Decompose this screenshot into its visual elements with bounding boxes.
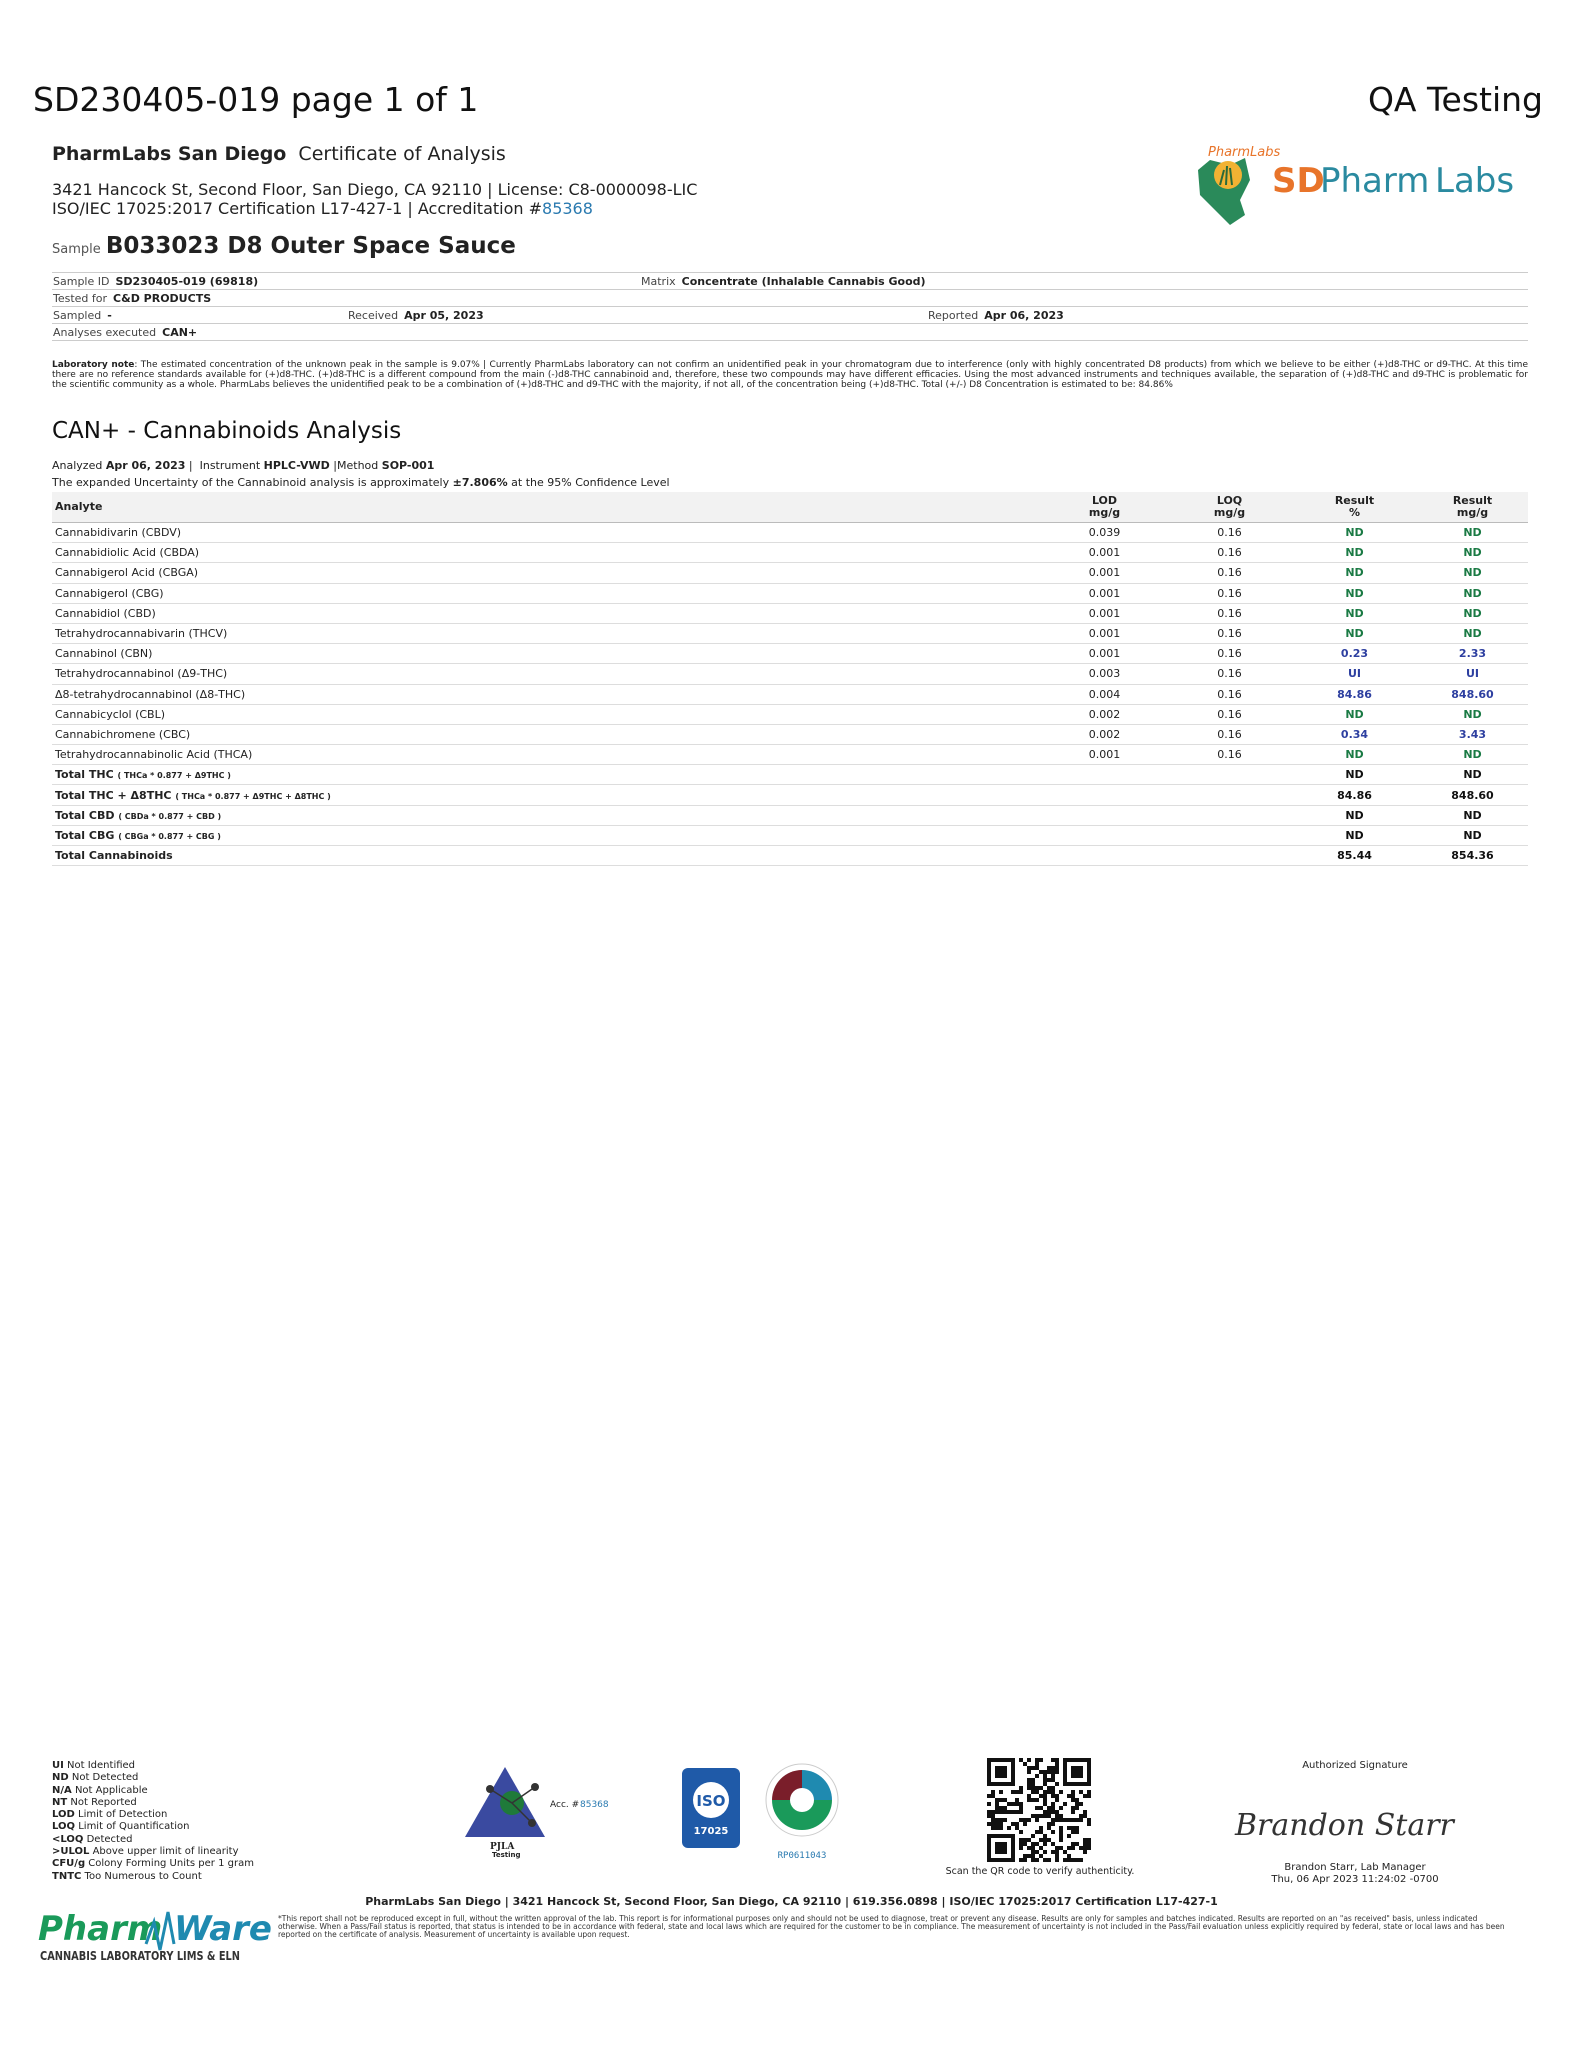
lab-name: PharmLabs San Diego — [52, 143, 287, 165]
analyte-name: Tetrahydrocannabinol (Δ9-THC) — [52, 664, 1042, 684]
result-mg: UI — [1417, 664, 1528, 684]
pjla-name: PJLA — [490, 1842, 515, 1852]
total-pct: 84.86 — [1292, 785, 1417, 805]
legend-item: TNTC Too Numerous to Count — [52, 1870, 202, 1882]
legend-item: CFU/g Colony Forming Units per 1 gram — [52, 1858, 254, 1870]
result-pct: 0.34 — [1292, 724, 1417, 744]
total-formula: ( THCa * 0.877 + Δ9THC + Δ8THC ) — [175, 791, 331, 801]
received: Received Apr 05, 2023 — [348, 309, 484, 322]
lod-value: 0.003 — [1042, 664, 1167, 684]
sdpharmlabs-logo — [1190, 140, 1530, 230]
loq-value: 0.16 — [1167, 543, 1292, 563]
total-row — [52, 805, 1528, 825]
footer-disclaimer: *This report shall not be reproduced except in full, without the written approval of the lab. This report is for informational purposes only and should not be used to diagnose, treat or prevent any disease. Results are only for samples and batches indicated. Results are reported on an "as received" basis, unless indicated otherwise. When a Pass/Fail status is reported, that status is intended to be in accordance with federal, state and local laws which are required for the customer to be in compliance. The measurement of uncertainty is not included in the Pass/Fail evaluation unless explicitly required by federal, state or local laws and has been reported on the certificate of analysis. Measurement of uncertainty is available upon request. — [278, 1914, 1505, 1939]
legend-item: >ULOL Above upper limit of linearity — [52, 1846, 239, 1858]
table-row — [52, 563, 1528, 583]
lod-value: 0.004 — [1042, 684, 1167, 704]
analyte-name: Cannabigerol Acid (CBGA) — [52, 563, 1042, 583]
loq-value: 0.16 — [1167, 563, 1292, 583]
table-row — [52, 603, 1528, 623]
address-line: 3421 Hancock St, Second Floor, San Diego, CA 92110 | License: C8-0000098-LIC — [52, 180, 698, 199]
legend-item: NT Not Reported — [52, 1796, 137, 1808]
signature-label: Authorized Signature — [1302, 1760, 1408, 1771]
table-row — [52, 724, 1528, 744]
analyte-name: Tetrahydrocannabivarin (THCV) — [52, 623, 1042, 643]
table-row — [52, 523, 1528, 543]
analyte-name: Cannabinol (CBN) — [52, 644, 1042, 664]
total-pct: 85.44 — [1292, 846, 1417, 866]
result-pct: ND — [1292, 523, 1417, 543]
total-mg: 848.60 — [1417, 785, 1528, 805]
page-header-id: SD230405-019 page 1 of 1 — [33, 80, 479, 119]
lod-value: 0.002 — [1042, 704, 1167, 724]
result-mg: ND — [1417, 543, 1528, 563]
lab-address — [52, 180, 697, 218]
cert-line: ISO/IEC 17025:2017 Certification L17-427-1 | Accreditation #85368 — [52, 199, 593, 218]
dea-number: RP0611043 — [777, 1851, 827, 1861]
table-row — [52, 664, 1528, 684]
result-mg: ND — [1417, 563, 1528, 583]
result-mg: 3.43 — [1417, 724, 1528, 744]
total-name: Total THC ( THCa * 0.877 + Δ9THC ) — [52, 765, 1042, 785]
signature-script: Brandon Starr — [1235, 1808, 1454, 1843]
col-lod: LOD mg/g — [1042, 492, 1167, 523]
lod-value: 0.001 — [1042, 745, 1167, 765]
analyte-name: Cannabigerol (CBG) — [52, 583, 1042, 603]
table-header-row — [52, 492, 1528, 523]
analysis-meta: Analyzed Apr 06, 2023 | Instrument HPLC-VWD |Method SOP-001 — [52, 459, 435, 472]
total-formula: ( CBDa * 0.877 + CBD ) — [118, 811, 222, 821]
table-row — [52, 644, 1528, 664]
analyte-name: Δ8-tetrahydrocannabinol (Δ8-THC) — [52, 684, 1042, 704]
total-pct: ND — [1292, 765, 1417, 785]
uncertainty-line: The expanded Uncertainty of the Cannabinoid analysis is approximately ±7.806% at the 95% Confidence Level — [52, 476, 670, 489]
doc-type: Certificate of Analysis — [298, 143, 506, 165]
reported: Reported Apr 06, 2023 — [928, 309, 1064, 322]
divider — [52, 340, 1528, 341]
total-name: Total CBG ( CBGa * 0.877 + CBG ) — [52, 825, 1042, 845]
qr-caption: Scan the QR code to verify authenticity. — [945, 1866, 1135, 1877]
loq-value: 0.16 — [1167, 644, 1292, 664]
col-loq: LOQ mg/g — [1167, 492, 1292, 523]
signatory — [1245, 1862, 1465, 1886]
analyte-name: Cannabidivarin (CBDV) — [52, 523, 1042, 543]
logo-text-sd: SD — [1272, 161, 1325, 201]
total-name: Total Cannabinoids — [52, 846, 1042, 866]
iso-17025-badge — [682, 1768, 740, 1848]
loq-value: 0.16 — [1167, 704, 1292, 724]
loq-value: 0.16 — [1167, 745, 1292, 765]
result-pct: ND — [1292, 543, 1417, 563]
section-title: CAN+ - Cannabinoids Analysis — [52, 418, 402, 444]
lod-value: 0.001 — [1042, 644, 1167, 664]
pharmware-text-a: Pharm — [38, 1909, 163, 1949]
total-row — [52, 785, 1528, 805]
col-analyte: Analyte — [52, 492, 1042, 523]
total-mg: ND — [1417, 765, 1528, 785]
loq-value: 0.16 — [1167, 583, 1292, 603]
result-mg: ND — [1417, 704, 1528, 724]
lod-value: 0.002 — [1042, 724, 1167, 744]
total-pct: ND — [1292, 805, 1417, 825]
signature-image — [1225, 1790, 1485, 1860]
tested-for: Tested for C&D PRODUCTS — [53, 292, 212, 305]
analyses-executed: Analyses executed CAN+ — [53, 326, 198, 339]
lab-heading — [52, 143, 506, 165]
accreditation-link[interactable]: 85368 — [542, 199, 593, 218]
total-mg: 854.36 — [1417, 846, 1528, 866]
result-pct: ND — [1292, 623, 1417, 643]
result-mg: ND — [1417, 583, 1528, 603]
legend-item: LOD Limit of Detection — [52, 1809, 168, 1821]
cannabinoid-table — [52, 492, 1528, 866]
col-result-pct: Result % — [1292, 492, 1417, 523]
iso-text: ISO — [696, 1792, 726, 1810]
laboratory-note — [52, 360, 1528, 390]
pharmware-text-b: Ware — [174, 1909, 272, 1949]
total-name: Total CBD ( CBDa * 0.877 + CBD ) — [52, 805, 1042, 825]
sample-title — [52, 233, 516, 259]
total-row — [52, 846, 1528, 866]
note-label: Laboratory note — [52, 360, 135, 370]
page-header-title: QA Testing — [1367, 80, 1543, 119]
signatory-name: Brandon Starr, Lab Manager — [1284, 1862, 1426, 1873]
result-mg: ND — [1417, 603, 1528, 623]
sample-label: Sample — [52, 242, 101, 257]
col-result-mg: Result mg/g — [1417, 492, 1528, 523]
total-row — [52, 825, 1528, 845]
result-pct: ND — [1292, 563, 1417, 583]
result-pct: ND — [1292, 603, 1417, 623]
pjla-acc-number: 85368 — [580, 1800, 609, 1810]
table-row — [52, 623, 1528, 643]
loq-value: 0.16 — [1167, 684, 1292, 704]
lod-value: 0.001 — [1042, 543, 1167, 563]
result-mg: 2.33 — [1417, 644, 1528, 664]
lod-value: 0.039 — [1042, 523, 1167, 543]
table-row — [52, 745, 1528, 765]
result-pct: ND — [1292, 583, 1417, 603]
abbreviation-legend — [52, 1760, 254, 1883]
legend-item: UI Not Identified — [52, 1760, 136, 1771]
result-pct: 84.86 — [1292, 684, 1417, 704]
total-mg: ND — [1417, 825, 1528, 845]
total-mg: ND — [1417, 805, 1528, 825]
divider — [52, 289, 1528, 290]
signature-date: Thu, 06 Apr 2023 11:24:02 -0700 — [1271, 1874, 1439, 1885]
result-mg: ND — [1417, 745, 1528, 765]
logo-arc-text: PharmLabs — [1208, 145, 1281, 160]
pharmware-sub: CANNABIS LABORATORY LIMS & ELN — [40, 1949, 240, 1963]
note-text: : The estimated concentration of the unknown peak in the sample is 9.07% | Currently PharmLabs laboratory can not confirm an unidentified peak in your chromatogram due to interference (only with highly concentrated D8 products) from which we believe to be either (+)d8-THC or d9-THC. At this time there are no reference standards available for (+)d8-THC. (+)d8-THC is a different compound from the main (-)d8-THC cannabinoid and, therefore, these two compounds may have different efficacies. Using the most advanced instruments and techniques available, the separation of (+)d8-THC and d9-THC is problematic for the scientific community as a whole. PharmLabs believes the unidentified peak to be a combination of (+)d8-THC and d9-THC with the majority, if not all, of the concentration being (+)d8-THC. Total (+/-) D8 Concentration is estimated to be: 84.86% — [52, 360, 1528, 390]
result-mg: ND — [1417, 523, 1528, 543]
dea-badge — [762, 1760, 842, 1870]
legend-item: <LOQ Detected — [52, 1833, 133, 1845]
loq-value: 0.16 — [1167, 603, 1292, 623]
result-pct: UI — [1292, 664, 1417, 684]
lod-value: 0.001 — [1042, 563, 1167, 583]
divider — [52, 306, 1528, 307]
table-row — [52, 583, 1528, 603]
analyte-name: Cannabidiolic Acid (CBDA) — [52, 543, 1042, 563]
loq-value: 0.16 — [1167, 623, 1292, 643]
loq-value: 0.16 — [1167, 664, 1292, 684]
table-row — [52, 543, 1528, 563]
analyte-name: Cannabidiol (CBD) — [52, 603, 1042, 623]
table-row — [52, 704, 1528, 724]
analyte-name: Cannabicyclol (CBL) — [52, 704, 1042, 724]
logo-text-labs: Labs — [1435, 161, 1515, 201]
loq-value: 0.16 — [1167, 523, 1292, 543]
legend-item: N/A Not Applicable — [52, 1784, 148, 1796]
lod-value: 0.001 — [1042, 603, 1167, 623]
sample-name: B033023 D8 Outer Space Sauce — [105, 233, 516, 259]
matrix: Matrix Concentrate (Inhalable Cannabis Good) — [641, 275, 926, 288]
result-pct: 0.23 — [1292, 644, 1417, 664]
total-formula: ( CBGa * 0.877 + CBG ) — [118, 831, 221, 841]
divider — [52, 272, 1528, 273]
loq-value: 0.16 — [1167, 724, 1292, 744]
iso-number: 17025 — [693, 1826, 729, 1837]
pharmware-logo — [38, 1902, 272, 1972]
sample-id: Sample ID SD230405-019 (69818) — [53, 275, 259, 288]
pjla-badge — [460, 1757, 620, 1857]
analyte-name: Tetrahydrocannabinolic Acid (THCA) — [52, 745, 1042, 765]
lod-value: 0.001 — [1042, 583, 1167, 603]
qr-code[interactable] — [987, 1758, 1091, 1862]
pjla-acc-label: Acc. # — [550, 1800, 580, 1810]
total-formula: ( THCa * 0.877 + Δ9THC ) — [117, 771, 231, 781]
table-row — [52, 684, 1528, 704]
total-name: Total THC + Δ8THC ( THCa * 0.877 + Δ9THC + Δ8THC ) — [52, 785, 1042, 805]
pjla-sub: Testing — [492, 1851, 521, 1859]
sampled: Sampled - — [53, 309, 112, 322]
total-pct: ND — [1292, 825, 1417, 845]
logo-text-pharm: Pharm — [1320, 161, 1430, 201]
divider — [52, 323, 1528, 324]
lod-value: 0.001 — [1042, 623, 1167, 643]
legend-item: ND Not Detected — [52, 1772, 139, 1784]
analyte-name: Cannabichromene (CBC) — [52, 724, 1042, 744]
result-mg: 848.60 — [1417, 684, 1528, 704]
result-pct: ND — [1292, 745, 1417, 765]
result-pct: ND — [1292, 704, 1417, 724]
total-row — [52, 765, 1528, 785]
result-mg: ND — [1417, 623, 1528, 643]
footer-address: PharmLabs San Diego | 3421 Hancock St, Second Floor, San Diego, CA 92110 | 619.356.0898 | ISO/IEC 17025:2017 Certification L17-427-1 — [365, 1895, 1218, 1908]
legend-item: LOQ Limit of Quantification — [52, 1821, 190, 1833]
